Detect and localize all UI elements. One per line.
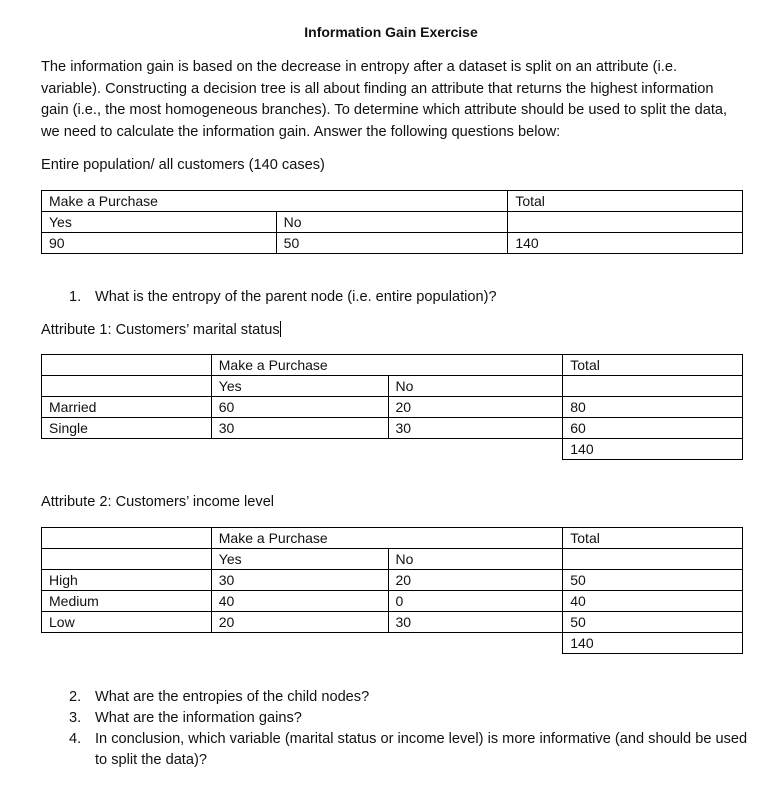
grand-total-cell: 140	[563, 633, 743, 654]
income-level-table	[41, 527, 743, 654]
question-2	[69, 687, 749, 708]
empty-cell	[42, 439, 212, 460]
table-row	[42, 233, 743, 254]
question-text: What are the information gains?	[95, 710, 302, 726]
empty-cell	[508, 212, 743, 233]
yes-value-cell: 20	[211, 612, 388, 633]
no-label-cell: No	[388, 376, 563, 397]
empty-cell	[42, 549, 212, 570]
yes-value-cell: 40	[211, 591, 388, 612]
table-row	[42, 212, 743, 233]
total-value-cell: 50	[563, 612, 743, 633]
row-label-cell: Single	[42, 418, 212, 439]
yes-value-cell: 60	[211, 397, 388, 418]
no-value-cell: 20	[388, 397, 563, 418]
attr2-caption: Attribute 2: Customers’ income level	[41, 494, 275, 510]
total-value-cell: 140	[508, 233, 743, 254]
table-row	[42, 570, 743, 591]
header-cell: Make a Purchase	[42, 191, 508, 212]
attr1-caption-line	[41, 321, 281, 338]
table-row	[42, 376, 743, 397]
questions-list	[69, 687, 749, 771]
row-label-cell: Married	[42, 397, 212, 418]
grand-total-cell: 140	[563, 439, 743, 460]
no-label-cell: No	[388, 549, 563, 570]
question-number: 3.	[69, 710, 82, 726]
total-value-cell: 40	[563, 591, 743, 612]
no-value-cell: 50	[276, 233, 508, 254]
empty-cell	[42, 633, 212, 654]
question-number: 1.	[69, 289, 82, 305]
empty-cell	[563, 376, 743, 397]
attr1-caption: Attribute 1: Customers’ marital status	[41, 322, 280, 338]
question-number: 2.	[69, 689, 82, 705]
empty-cell	[42, 376, 212, 397]
no-value-cell: 30	[388, 612, 563, 633]
total-header-cell: Total	[563, 528, 743, 549]
yes-value-cell: 30	[211, 570, 388, 591]
question-number: 4.	[69, 731, 82, 747]
total-header-cell: Total	[563, 355, 743, 376]
header-cell: Make a Purchase	[211, 355, 563, 376]
no-value-cell: 20	[388, 570, 563, 591]
row-label-cell: High	[42, 570, 212, 591]
empty-cell	[42, 528, 212, 549]
question-3	[69, 708, 749, 729]
total-value-cell: 80	[563, 397, 743, 418]
total-value-cell: 60	[563, 418, 743, 439]
total-header-cell: Total	[508, 191, 743, 212]
row-label-cell: Medium	[42, 591, 212, 612]
empty-cell	[42, 355, 212, 376]
empty-cell	[388, 633, 563, 654]
yes-value-cell: 90	[42, 233, 277, 254]
text-cursor	[280, 321, 281, 337]
table-row	[42, 355, 743, 376]
question-text: What are the entropies of the child nodes?	[95, 689, 370, 705]
question-text: What is the entropy of the parent node (i.e. entire population)?	[95, 289, 497, 305]
intro-paragraph: The information gain is based on the decrease in entropy after a dataset is split on an attribute (i.e. variable). Constructing a decision tree is all about finding an attribute that returns the highest information gain (i.e., the most homogeneous branches). To determine which attribute should be used to split the data, we need to calculate the information gain. Answer the following questions below:	[41, 59, 728, 140]
table-row	[42, 191, 743, 212]
no-value-cell: 0	[388, 591, 563, 612]
question-4	[69, 729, 749, 771]
yes-value-cell: 30	[211, 418, 388, 439]
table-row	[42, 549, 743, 570]
empty-cell	[388, 439, 563, 460]
table-row	[42, 633, 743, 654]
empty-cell	[563, 549, 743, 570]
marital-status-table	[41, 354, 743, 460]
table-row	[42, 591, 743, 612]
document-title: Information Gain Exercise	[304, 24, 478, 40]
population-table	[41, 190, 743, 254]
empty-cell	[211, 439, 388, 460]
table-row	[42, 528, 743, 549]
population-caption: Entire population/ all customers (140 cases)	[41, 157, 325, 173]
table-row	[42, 418, 743, 439]
table-row	[42, 397, 743, 418]
yes-label-cell: Yes	[211, 549, 388, 570]
question-text: In conclusion, which variable (marital status or income level) is more informative (and should be used to split the data)?	[95, 731, 748, 768]
yes-label-cell: Yes	[211, 376, 388, 397]
yes-label-cell: Yes	[42, 212, 277, 233]
no-label-cell: No	[276, 212, 508, 233]
table-row	[42, 439, 743, 460]
row-label-cell: Low	[42, 612, 212, 633]
no-value-cell: 30	[388, 418, 563, 439]
header-cell: Make a Purchase	[211, 528, 563, 549]
table-row	[42, 612, 743, 633]
empty-cell	[211, 633, 388, 654]
total-value-cell: 50	[563, 570, 743, 591]
question-1	[69, 287, 497, 308]
